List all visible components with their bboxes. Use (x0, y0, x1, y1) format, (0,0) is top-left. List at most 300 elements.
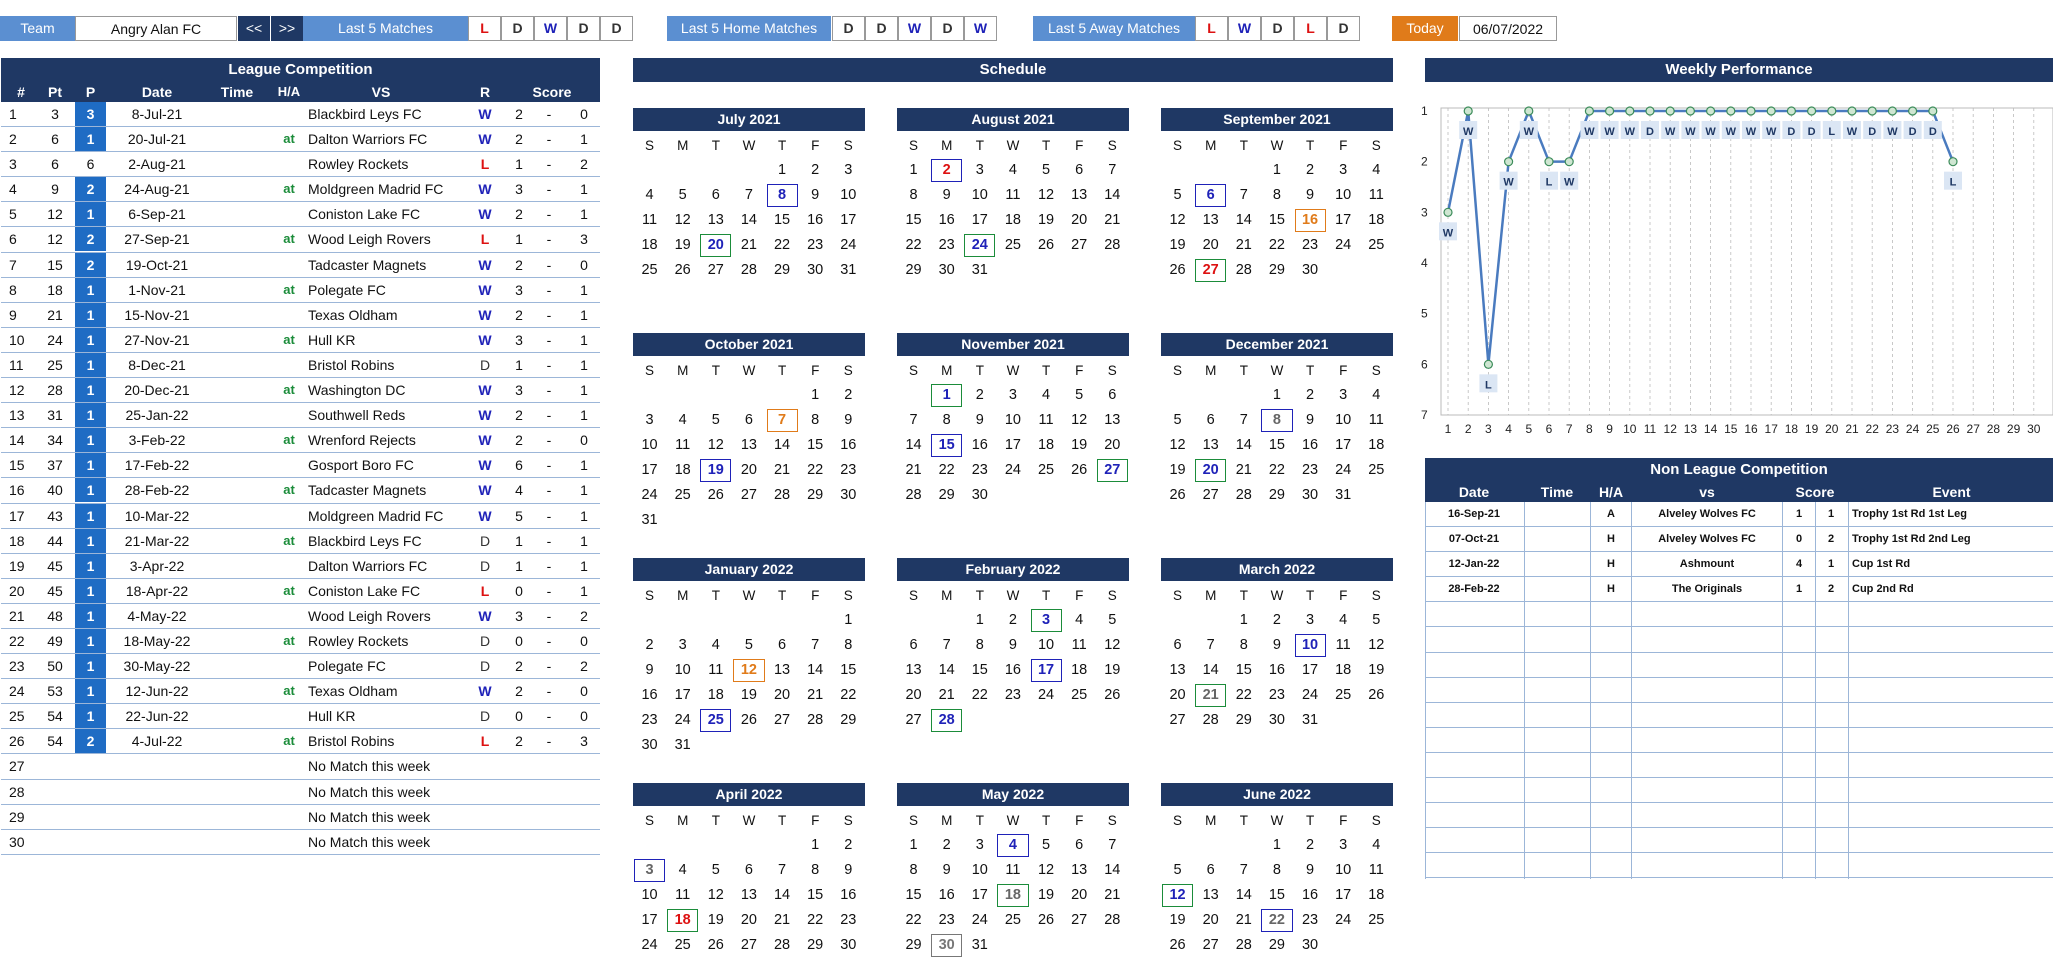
calendar-day[interactable]: 9 (1008, 637, 1017, 653)
calendar-day[interactable]: 16 (1301, 887, 1319, 903)
calendar-day[interactable]: 6 (1206, 412, 1215, 428)
calendar-day[interactable]: 10 (1335, 187, 1352, 203)
calendar-day[interactable]: 14 (740, 212, 757, 228)
calendar-day[interactable]: 7 (909, 412, 918, 428)
calendar-day[interactable]: 12 (1037, 862, 1055, 878)
calendar-day[interactable]: 25 (1368, 912, 1385, 928)
calendar-day[interactable]: 9 (1306, 187, 1315, 203)
calendar-day[interactable]: 9 (1306, 412, 1315, 428)
calendar-day[interactable]: 24 (1037, 687, 1055, 703)
calendar-day[interactable]: 19 (1037, 887, 1055, 903)
calendar-day[interactable]: 13 (740, 887, 757, 903)
calendar-day[interactable]: 22 (807, 912, 824, 928)
calendar-day-match[interactable]: 4 (996, 833, 1029, 858)
calendar-day[interactable]: 30 (641, 737, 658, 753)
calendar-day-match[interactable]: 12 (732, 658, 765, 683)
calendar-day[interactable]: 16 (641, 687, 658, 703)
calendar-day[interactable]: 7 (1108, 162, 1117, 178)
calendar-day[interactable]: 29 (905, 262, 922, 278)
calendar-day[interactable]: 1 (1272, 837, 1281, 853)
calendar-day-match[interactable]: 27 (1194, 258, 1227, 283)
next-team-button[interactable]: >> (271, 16, 303, 41)
calendar-day[interactable]: 7 (1239, 862, 1248, 878)
calendar-day[interactable]: 11 (1368, 412, 1384, 428)
calendar-day[interactable]: 6 (778, 637, 787, 653)
calendar-day[interactable]: 21 (905, 462, 922, 478)
calendar-day[interactable]: 19 (1071, 437, 1088, 453)
calendar-day[interactable]: 16 (1004, 662, 1021, 678)
calendar-day[interactable]: 7 (778, 862, 787, 878)
calendar-day[interactable]: 4 (1042, 387, 1051, 403)
calendar-day[interactable]: 26 (1104, 687, 1121, 703)
calendar-day[interactable]: 24 (1004, 462, 1021, 478)
calendar-day[interactable]: 3 (645, 412, 654, 428)
calendar-day[interactable]: 16 (807, 212, 824, 228)
calendar-day[interactable]: 15 (807, 437, 824, 453)
calendar-day[interactable]: 15 (1268, 212, 1285, 228)
calendar-day[interactable]: 13 (1104, 412, 1121, 428)
calendar-day[interactable]: 11 (642, 212, 658, 228)
calendar-day[interactable]: 13 (707, 212, 724, 228)
calendar-day[interactable]: 17 (1335, 887, 1352, 903)
calendar-day[interactable]: 24 (971, 912, 988, 928)
calendar-day[interactable]: 15 (905, 212, 922, 228)
calendar-day[interactable]: 28 (1202, 712, 1219, 728)
calendar-day[interactable]: 30 (971, 487, 988, 503)
calendar-day[interactable]: 22 (905, 912, 922, 928)
calendar-day[interactable]: 29 (807, 487, 824, 503)
calendar-day[interactable]: 5 (1173, 862, 1182, 878)
calendar-day[interactable]: 10 (971, 187, 988, 203)
calendar-day[interactable]: 18 (1368, 887, 1385, 903)
calendar-day[interactable]: 17 (1004, 437, 1021, 453)
calendar-day[interactable]: 1 (1272, 162, 1281, 178)
calendar-day[interactable]: 20 (905, 687, 922, 703)
calendar-day[interactable]: 8 (811, 862, 820, 878)
prev-team-button[interactable]: << (238, 16, 270, 41)
calendar-day[interactable]: 26 (1169, 487, 1186, 503)
calendar-day[interactable]: 12 (1104, 637, 1121, 653)
calendar-day[interactable]: 20 (740, 462, 757, 478)
calendar-day[interactable]: 6 (744, 862, 753, 878)
calendar-day[interactable]: 8 (909, 862, 918, 878)
calendar-day[interactable]: 4 (711, 637, 720, 653)
calendar-day[interactable]: 19 (1104, 662, 1121, 678)
calendar-day[interactable]: 27 (740, 487, 757, 503)
calendar-day[interactable]: 27 (1169, 712, 1186, 728)
calendar-day[interactable]: 30 (1301, 487, 1319, 503)
calendar-day[interactable]: 20 (740, 912, 757, 928)
calendar-day[interactable]: 23 (1301, 462, 1319, 478)
calendar-day[interactable]: 23 (1268, 687, 1285, 703)
calendar-day[interactable]: 5 (744, 637, 753, 653)
calendar-day[interactable]: 6 (909, 637, 918, 653)
calendar-day[interactable]: 9 (844, 862, 853, 878)
calendar-day[interactable]: 10 (1004, 412, 1021, 428)
calendar-day[interactable]: 10 (971, 862, 988, 878)
calendar-day[interactable]: 12 (1071, 412, 1088, 428)
calendar-day[interactable]: 6 (1075, 162, 1084, 178)
calendar-day[interactable]: 29 (1268, 937, 1285, 953)
calendar-day[interactable]: 18 (674, 462, 691, 478)
calendar-day[interactable]: 12 (1169, 212, 1186, 228)
calendar-day[interactable]: 7 (1108, 837, 1117, 853)
calendar-day[interactable]: 31 (1301, 712, 1319, 728)
calendar-day[interactable]: 23 (1004, 687, 1021, 703)
calendar-day[interactable]: 22 (905, 237, 922, 253)
calendar-day[interactable]: 7 (1206, 637, 1215, 653)
calendar-day[interactable]: 23 (807, 237, 824, 253)
calendar-day[interactable]: 13 (1071, 187, 1088, 203)
calendar-day[interactable]: 23 (641, 712, 658, 728)
calendar-day[interactable]: 1 (909, 837, 918, 853)
calendar-day[interactable]: 9 (811, 187, 820, 203)
calendar-day[interactable]: 8 (844, 637, 853, 653)
calendar-day[interactable]: 21 (1104, 212, 1121, 228)
calendar-day-match[interactable]: 12 (1161, 883, 1194, 908)
calendar-day[interactable]: 14 (938, 662, 955, 678)
calendar-day[interactable]: 17 (1335, 212, 1352, 228)
calendar-day[interactable]: 20 (1071, 887, 1088, 903)
calendar-day[interactable]: 7 (744, 187, 753, 203)
calendar-day[interactable]: 14 (905, 437, 922, 453)
calendar-day[interactable]: 17 (971, 887, 988, 903)
calendar-day[interactable]: 3 (1339, 387, 1348, 403)
calendar-day[interactable]: 25 (1037, 462, 1055, 478)
calendar-day[interactable]: 6 (711, 187, 720, 203)
calendar-day[interactable]: 26 (1071, 462, 1088, 478)
calendar-day[interactable]: 17 (1335, 437, 1352, 453)
calendar-day[interactable]: 26 (1037, 237, 1055, 253)
calendar-day[interactable]: 1 (844, 612, 853, 628)
calendar-day[interactable]: 9 (844, 412, 853, 428)
calendar-day[interactable]: 3 (1008, 387, 1017, 403)
calendar-day-match[interactable]: 18 (996, 883, 1029, 908)
calendar-day[interactable]: 28 (773, 937, 791, 953)
calendar-day[interactable]: 21 (773, 912, 791, 928)
calendar-day[interactable]: 5 (711, 412, 720, 428)
calendar-day-match[interactable]: 20 (1194, 458, 1227, 483)
calendar-day[interactable]: 22 (1235, 687, 1252, 703)
calendar-day[interactable]: 1 (1272, 387, 1281, 403)
calendar-day[interactable]: 19 (707, 912, 724, 928)
calendar-day-match[interactable]: 6 (1194, 183, 1227, 208)
calendar-day[interactable]: 28 (1104, 912, 1121, 928)
calendar-day[interactable]: 22 (938, 462, 955, 478)
calendar-day[interactable]: 29 (807, 937, 824, 953)
calendar-day[interactable]: 6 (744, 412, 753, 428)
calendar-day[interactable]: 28 (1235, 262, 1252, 278)
calendar-day[interactable]: 4 (678, 862, 687, 878)
calendar-day[interactable]: 20 (1169, 687, 1186, 703)
calendar-day[interactable]: 26 (674, 262, 691, 278)
calendar-day[interactable]: 17 (1301, 662, 1319, 678)
calendar-day[interactable]: 2 (975, 387, 984, 403)
calendar-day-match[interactable]: 2 (930, 158, 963, 183)
calendar-day[interactable]: 10 (840, 187, 857, 203)
calendar-day[interactable]: 17 (971, 212, 988, 228)
calendar-day[interactable]: 25 (674, 487, 691, 503)
calendar-day[interactable]: 27 (1202, 487, 1219, 503)
calendar-day[interactable]: 30 (1268, 712, 1285, 728)
calendar-day-match[interactable]: 8 (1260, 408, 1293, 433)
calendar-day[interactable]: 17 (641, 912, 658, 928)
calendar-day[interactable]: 23 (840, 912, 857, 928)
calendar-day[interactable]: 27 (1071, 237, 1088, 253)
calendar-day[interactable]: 3 (678, 637, 687, 653)
calendar-day[interactable]: 12 (1368, 637, 1385, 653)
calendar-day[interactable]: 24 (641, 487, 658, 503)
calendar-day[interactable]: 13 (905, 662, 922, 678)
calendar-day[interactable]: 23 (938, 237, 955, 253)
calendar-day[interactable]: 28 (773, 487, 791, 503)
calendar-day[interactable]: 19 (1169, 462, 1186, 478)
calendar-day[interactable]: 8 (1272, 187, 1281, 203)
calendar-day[interactable]: 21 (773, 462, 791, 478)
calendar-day[interactable]: 6 (1075, 837, 1084, 853)
calendar-day-match[interactable]: 15 (930, 433, 963, 458)
calendar-day[interactable]: 4 (1372, 387, 1381, 403)
calendar-day[interactable]: 31 (674, 737, 691, 753)
calendar-day[interactable]: 28 (1235, 487, 1252, 503)
calendar-day[interactable]: 3 (1306, 612, 1315, 628)
calendar-day[interactable]: 3 (975, 837, 984, 853)
calendar-day[interactable]: 19 (1368, 662, 1385, 678)
calendar-day[interactable]: 14 (807, 662, 824, 678)
calendar-day[interactable]: 18 (1004, 212, 1021, 228)
calendar-day[interactable]: 13 (773, 662, 791, 678)
calendar-day[interactable]: 31 (840, 262, 857, 278)
calendar-day[interactable]: 27 (740, 937, 757, 953)
calendar-day[interactable]: 4 (678, 412, 687, 428)
calendar-day-match[interactable]: 27 (1096, 458, 1129, 483)
calendar-day[interactable]: 4 (1075, 612, 1084, 628)
calendar-day[interactable]: 5 (678, 187, 687, 203)
calendar-day[interactable]: 14 (1104, 187, 1121, 203)
calendar-day-match[interactable]: 25 (699, 708, 732, 733)
calendar-day[interactable]: 24 (1301, 687, 1319, 703)
calendar-day[interactable]: 16 (971, 437, 988, 453)
calendar-day[interactable]: 1 (975, 612, 984, 628)
calendar-day[interactable]: 16 (938, 887, 955, 903)
calendar-day[interactable]: 20 (773, 687, 791, 703)
calendar-day[interactable]: 4 (1008, 162, 1017, 178)
calendar-day[interactable]: 18 (707, 687, 724, 703)
calendar-day[interactable]: 11 (1005, 187, 1021, 203)
calendar-day[interactable]: 8 (942, 412, 951, 428)
calendar-day-match[interactable]: 7 (766, 408, 799, 433)
calendar-day[interactable]: 29 (840, 712, 857, 728)
calendar-day[interactable]: 22 (1268, 462, 1285, 478)
calendar-day[interactable]: 20 (1202, 237, 1219, 253)
calendar-day[interactable]: 24 (674, 712, 691, 728)
calendar-day[interactable]: 27 (1071, 912, 1088, 928)
calendar-day[interactable]: 16 (840, 437, 857, 453)
calendar-day[interactable]: 11 (1038, 412, 1054, 428)
calendar-day[interactable]: 12 (1169, 437, 1186, 453)
calendar-day[interactable]: 9 (1306, 862, 1315, 878)
calendar-day[interactable]: 11 (708, 662, 724, 678)
calendar-day[interactable]: 13 (1202, 212, 1219, 228)
calendar-day[interactable]: 9 (942, 862, 951, 878)
calendar-day[interactable]: 15 (905, 887, 922, 903)
calendar-day[interactable]: 10 (674, 662, 691, 678)
calendar-day[interactable]: 25 (1335, 687, 1352, 703)
calendar-day-match[interactable]: 24 (963, 233, 996, 258)
calendar-day[interactable]: 9 (645, 662, 654, 678)
calendar-day[interactable]: 2 (844, 837, 853, 853)
calendar-day[interactable]: 10 (1037, 637, 1055, 653)
calendar-day-match[interactable]: 22 (1260, 908, 1293, 933)
calendar-day[interactable]: 26 (740, 712, 757, 728)
calendar-day[interactable]: 11 (675, 887, 691, 903)
calendar-day[interactable]: 2 (942, 837, 951, 853)
calendar-day[interactable]: 24 (641, 937, 658, 953)
calendar-day-match[interactable]: 19 (699, 458, 732, 483)
calendar-day[interactable]: 16 (1268, 662, 1285, 678)
calendar-day[interactable]: 7 (811, 637, 820, 653)
calendar-day[interactable]: 5 (1173, 412, 1182, 428)
calendar-day[interactable]: 27 (1202, 937, 1219, 953)
calendar-day[interactable]: 15 (971, 662, 988, 678)
calendar-day[interactable]: 22 (971, 687, 988, 703)
calendar-day[interactable]: 1 (778, 162, 787, 178)
calendar-day[interactable]: 5 (1173, 187, 1182, 203)
calendar-day[interactable]: 20 (1202, 912, 1219, 928)
calendar-day[interactable]: 26 (1169, 262, 1186, 278)
calendar-day[interactable]: 16 (1301, 437, 1319, 453)
calendar-day[interactable]: 5 (1042, 837, 1051, 853)
calendar-day[interactable]: 29 (1268, 487, 1285, 503)
calendar-day-match[interactable]: 8 (766, 183, 799, 208)
calendar-day[interactable]: 14 (1202, 662, 1219, 678)
calendar-day[interactable]: 21 (807, 687, 824, 703)
calendar-day[interactable]: 26 (1169, 937, 1186, 953)
calendar-day[interactable]: 11 (675, 437, 691, 453)
calendar-day[interactable]: 26 (707, 937, 724, 953)
calendar-day[interactable]: 7 (942, 637, 951, 653)
calendar-day[interactable]: 15 (807, 887, 824, 903)
calendar-day[interactable]: 29 (938, 487, 955, 503)
calendar-day[interactable]: 1 (909, 162, 918, 178)
calendar-day[interactable]: 13 (740, 437, 757, 453)
calendar-day[interactable]: 23 (938, 912, 955, 928)
calendar-day[interactable]: 2 (1306, 837, 1315, 853)
calendar-day[interactable]: 14 (1235, 437, 1252, 453)
calendar-day[interactable]: 14 (1235, 212, 1252, 228)
calendar-day[interactable]: 31 (1335, 487, 1352, 503)
calendar-day[interactable]: 21 (1104, 887, 1121, 903)
calendar-day[interactable]: 26 (1368, 687, 1385, 703)
calendar-day[interactable]: 10 (1335, 412, 1352, 428)
calendar-day[interactable]: 5 (1372, 612, 1381, 628)
calendar-day-match[interactable]: 17 (1030, 658, 1063, 683)
calendar-day[interactable]: 17 (641, 462, 658, 478)
calendar-day[interactable]: 20 (1104, 437, 1121, 453)
calendar-day[interactable]: 6 (1173, 637, 1182, 653)
calendar-day[interactable]: 18 (1071, 662, 1088, 678)
calendar-day[interactable]: 25 (1004, 912, 1021, 928)
calendar-day[interactable]: 22 (840, 687, 857, 703)
calendar-day[interactable]: 25 (1368, 237, 1385, 253)
calendar-day[interactable]: 9 (942, 187, 951, 203)
calendar-day[interactable]: 17 (674, 687, 691, 703)
calendar-day[interactable]: 19 (674, 237, 691, 253)
calendar-day[interactable]: 22 (773, 237, 791, 253)
calendar-day[interactable]: 26 (1037, 912, 1055, 928)
calendar-day-match[interactable]: 3 (1030, 608, 1063, 633)
calendar-day[interactable]: 21 (740, 237, 757, 253)
calendar-day[interactable]: 19 (1169, 237, 1186, 253)
calendar-day-match[interactable]: 20 (699, 233, 732, 258)
calendar-day[interactable]: 23 (971, 462, 988, 478)
calendar-day[interactable]: 29 (773, 262, 791, 278)
calendar-day[interactable]: 8 (975, 637, 984, 653)
calendar-day[interactable]: 30 (938, 262, 955, 278)
calendar-day[interactable]: 30 (840, 937, 857, 953)
calendar-day[interactable]: 25 (1071, 687, 1088, 703)
calendar-day[interactable]: 27 (905, 712, 922, 728)
calendar-day[interactable]: 14 (773, 887, 791, 903)
calendar-day[interactable]: 25 (674, 937, 691, 953)
calendar-day[interactable]: 5 (1075, 387, 1084, 403)
calendar-day[interactable]: 21 (938, 687, 955, 703)
calendar-day[interactable]: 25 (1368, 462, 1385, 478)
calendar-day[interactable]: 4 (1339, 612, 1348, 628)
calendar-day[interactable]: 7 (1239, 187, 1248, 203)
calendar-day[interactable]: 28 (1235, 937, 1252, 953)
calendar-day[interactable]: 29 (905, 937, 922, 953)
today-date-field[interactable]: 06/07/2022 (1459, 16, 1557, 41)
calendar-day[interactable]: 2 (645, 637, 654, 653)
calendar-day[interactable]: 16 (840, 887, 857, 903)
calendar-day[interactable]: 10 (641, 887, 658, 903)
calendar-day[interactable]: 27 (707, 262, 724, 278)
calendar-day[interactable]: 29 (1268, 262, 1285, 278)
calendar-day[interactable]: 1 (811, 837, 820, 853)
calendar-day[interactable]: 20 (1071, 212, 1088, 228)
calendar-day[interactable]: 6 (1108, 387, 1117, 403)
calendar-day[interactable]: 4 (1372, 837, 1381, 853)
calendar-day[interactable]: 21 (1235, 462, 1252, 478)
calendar-day[interactable]: 30 (840, 487, 857, 503)
calendar-day[interactable]: 8 (1272, 862, 1281, 878)
calendar-day-match[interactable]: 30 (930, 933, 963, 958)
calendar-day[interactable]: 2 (1008, 612, 1017, 628)
calendar-day[interactable]: 14 (1235, 887, 1252, 903)
calendar-day[interactable]: 18 (1368, 212, 1385, 228)
calendar-day[interactable]: 15 (840, 662, 857, 678)
calendar-day[interactable]: 24 (1335, 912, 1352, 928)
calendar-day[interactable]: 23 (1301, 237, 1319, 253)
calendar-day[interactable]: 18 (1368, 437, 1385, 453)
calendar-day[interactable]: 2 (844, 387, 853, 403)
calendar-day[interactable]: 12 (707, 887, 724, 903)
calendar-day[interactable]: 22 (807, 462, 824, 478)
calendar-day[interactable]: 13 (1169, 662, 1186, 678)
calendar-day-match[interactable]: 28 (930, 708, 963, 733)
calendar-day[interactable]: 11 (1368, 862, 1384, 878)
calendar-day[interactable]: 21 (1235, 237, 1252, 253)
calendar-day[interactable]: 24 (840, 237, 857, 253)
calendar-day[interactable]: 19 (1169, 912, 1186, 928)
calendar-day[interactable]: 11 (1071, 637, 1087, 653)
calendar-day[interactable]: 14 (773, 437, 791, 453)
calendar-day[interactable]: 23 (1301, 912, 1319, 928)
calendar-day[interactable]: 15 (1268, 437, 1285, 453)
calendar-day[interactable]: 31 (641, 512, 658, 528)
calendar-day[interactable]: 2 (1272, 612, 1281, 628)
